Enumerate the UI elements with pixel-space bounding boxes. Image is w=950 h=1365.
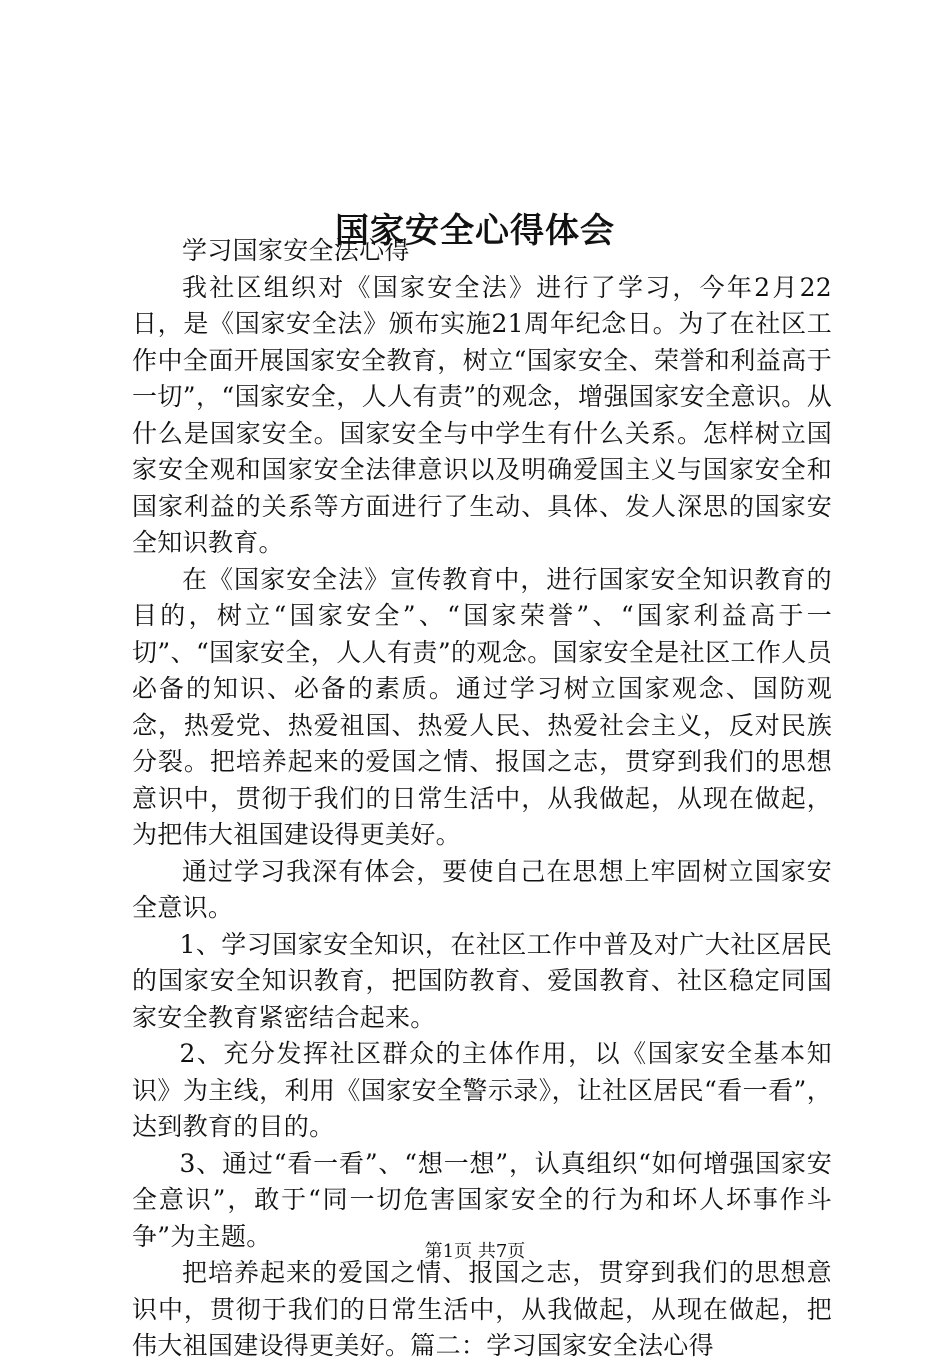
body-paragraph: 我社区组织对《国家安全法》进行了学习，今年2月22日，是《国家安全法》颁布实施21周年纪念日。为了在社区工作中全面开展国家安全教育，树立“国家安全、荣誉和利益高于一切”，“国家安全，人人有责”的观念，增强国家安全意识。从什么是国家安全。国家安全与中学生有什么关系。怎样树立国家安全观和国家安全法律意识以及明确爱国主义与国家安全和国家利益的关系等方面进行了生动、具体、发人深思的国家安全知识教育。 [132, 272, 832, 557]
list-item-paragraph: 2、充分发挥社区群众的主体作用，以《国家安全基本知识》为主线，利用《国家安全警示录》，让社区居民“看一看”，达到教育的目的。 [132, 1039, 832, 1141]
document-body [132, 233, 832, 1365]
page-footer: 第1页 共7页 [424, 1241, 526, 1262]
document-title: 国家安全心得体会 [335, 210, 615, 251]
body-paragraph: 在《国家安全法》宣传教育中，进行国家安全知识教育的目的，树立“国家安全”、“国家荣誉”、“国家利益高于一切”、“国家安全，人人有责”的观念。国家安全是社区工作人员必备的知识、必备的素质。通过学习树立国家观念、国防观念，热爱党、热爱祖国、热爱人民、热爱社会主义，反对民族分裂。把培养起来的爱国之情、报国之志，贯穿到我们的思想意识中，贯彻于我们的日常生活中，从我做起，从现在做起，为把伟大祖国建设得更美好。 [132, 564, 832, 849]
body-paragraph: 通过学习我深有体会，要使自己在思想上牢固树立国家安全意识。 [132, 856, 832, 922]
body-paragraph: 把培养起来的爱国之情、报国之志，贯穿到我们的思想意识中，贯彻于我们的日常生活中，从我做起，从现在做起，把伟大祖国建设得更美好。篇二：学习国家安全法心得 [132, 1258, 832, 1360]
subtitle-paragraph: 学习国家安全法心得 [182, 236, 410, 265]
list-item-paragraph: 3、通过“看一看”、“想一想”，认真组织“如何增强国家安全意识”，敢于“同一切危害国家安全的行为和坏人坏事作斗争”为主题。 [132, 1148, 832, 1251]
list-item-paragraph: 1、学习国家安全知识，在社区工作中普及对广大社区居民的国家安全知识教育，把国防教育、爱国教育、社区稳定同国家安全教育紧密结合起来。 [132, 929, 832, 1032]
